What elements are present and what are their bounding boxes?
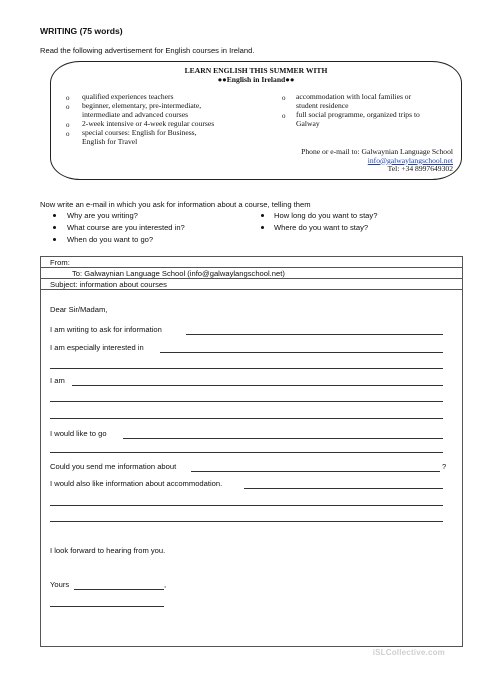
ad-item: full social programme, organized trips to <box>296 110 420 119</box>
answer-line[interactable] <box>50 418 443 419</box>
ad-heading: LEARN ENGLISH THIS SUMMER WITH <box>184 66 328 75</box>
question: What course are you interested in? <box>67 223 185 232</box>
bullet: o <box>66 130 70 138</box>
intro-text: Read the following advertisement for English courses in Ireland. <box>40 46 255 55</box>
yours-comma: , <box>164 580 167 589</box>
question-mark: ? <box>442 462 447 471</box>
question: Why are you writing? <box>67 211 138 220</box>
bullet-icon <box>53 214 56 217</box>
line-i-am: I am <box>50 376 65 385</box>
answer-line[interactable] <box>50 401 443 402</box>
bullet: o <box>282 94 286 102</box>
answer-line[interactable] <box>160 352 443 353</box>
worksheet-title: WRITING (75 words) <box>40 26 123 36</box>
to-line: To: Galwaynian Language School (info@galwaylangschool.net) <box>72 269 285 278</box>
name-line[interactable] <box>74 589 164 590</box>
bullet-icon <box>261 226 264 229</box>
subject-line: Subject: information about courses <box>50 280 167 289</box>
ad-item: qualified experiences teachers <box>82 92 174 101</box>
answer-line[interactable] <box>123 438 443 439</box>
ad-contact <box>301 148 453 174</box>
bullet: o <box>66 94 70 102</box>
bullet: o <box>66 103 70 111</box>
task-instruction: Now write an e-mail in which you ask for information about a course, telling them <box>40 200 311 209</box>
signature-line[interactable] <box>50 606 164 607</box>
line-interested: I am especially interested in <box>50 343 144 352</box>
contact-line: Phone or e-mail to: Galwaynian Language School <box>301 147 453 156</box>
bullet: o <box>66 121 70 129</box>
contact-email-link[interactable]: info@galwaylangschool.net <box>367 155 453 165</box>
bullet-icon <box>261 214 264 217</box>
bullet-icon <box>53 238 56 241</box>
bullet: o <box>282 112 286 120</box>
line-send-info: Could you send me information about <box>50 462 177 471</box>
question: Where do you want to stay? <box>274 223 369 232</box>
closing: I look forward to hearing from you. <box>50 546 166 555</box>
from-label: From: <box>50 258 70 267</box>
yours-label: Yours <box>50 580 70 589</box>
line-like-to-go: I would like to go <box>50 429 107 438</box>
question: When do you want to go? <box>67 235 154 244</box>
ad-item-cont: intermediate and advanced courses <box>82 109 189 119</box>
ad-item: accommodation with local families or <box>296 92 412 101</box>
answer-line[interactable] <box>50 368 443 369</box>
ad-item-cont: student residence <box>296 100 349 110</box>
answer-line[interactable] <box>244 488 443 489</box>
ad-item: beginner, elementary, pre-intermediate, <box>82 101 202 110</box>
ad-item: 2-week intensive or 4-week regular courses <box>82 119 215 128</box>
answer-line[interactable] <box>186 334 443 335</box>
divider <box>40 278 462 279</box>
question: How long do you want to stay? <box>274 211 378 220</box>
divider <box>40 289 462 290</box>
ad-subheading: ●●English in Ireland●● <box>217 75 295 84</box>
ad-item-cont: English for Travel <box>82 136 138 146</box>
site-logo: iSLCollective.com <box>372 648 445 657</box>
answer-line[interactable] <box>191 471 440 472</box>
ad-item: special courses: English for Business, <box>82 128 197 137</box>
answer-line[interactable] <box>72 385 443 386</box>
answer-line[interactable] <box>50 521 443 522</box>
line-writing: I am writing to ask for information <box>50 325 162 334</box>
answer-line[interactable] <box>50 452 443 453</box>
greeting: Dear Sir/Madam, <box>50 305 108 314</box>
divider <box>40 267 462 268</box>
contact-phone: Tel: +34 8997649302 <box>387 164 453 174</box>
bullet-icon <box>53 226 56 229</box>
answer-line[interactable] <box>50 505 443 506</box>
ad-item-cont: Galway <box>296 118 320 128</box>
line-accommodation: I would also like information about accommodation. <box>50 479 223 488</box>
